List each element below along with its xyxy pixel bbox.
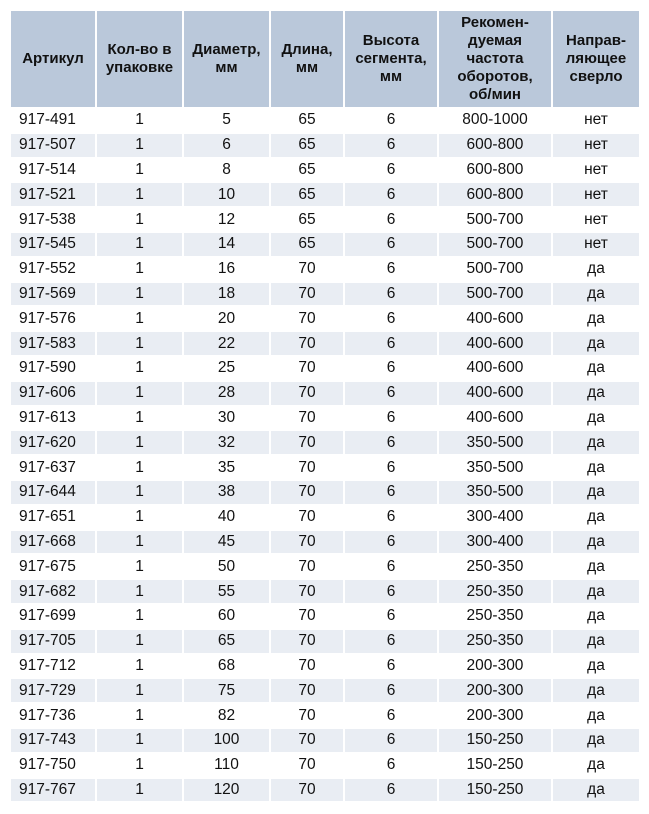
cell-diameter: 120 <box>183 778 270 803</box>
cell-diameter: 14 <box>183 232 270 257</box>
cell-diameter: 16 <box>183 257 270 282</box>
header-rpm-line: Рекомен- <box>461 14 529 31</box>
cell-rpm: 250-350 <box>438 554 552 579</box>
cell-article: 917-668 <box>10 530 96 555</box>
cell-article: 917-644 <box>10 480 96 505</box>
cell-length: 70 <box>270 381 344 406</box>
cell-article: 917-606 <box>10 381 96 406</box>
cell-article: 917-736 <box>10 703 96 728</box>
table-row <box>10 530 640 555</box>
cell-segment-height: 6 <box>344 480 438 505</box>
cell-rpm: 400-600 <box>438 331 552 356</box>
table-body <box>10 108 640 802</box>
cell-segment-height: 6 <box>344 158 438 183</box>
cell-rpm: 300-400 <box>438 530 552 555</box>
cell-length: 70 <box>270 257 344 282</box>
cell-article: 917-682 <box>10 579 96 604</box>
cell-segment-height: 6 <box>344 133 438 158</box>
cell-pack-qty: 1 <box>96 778 183 803</box>
cell-guide-drill: нет <box>552 158 640 183</box>
header-segment-height-line: мм <box>379 68 403 85</box>
cell-segment-height: 6 <box>344 257 438 282</box>
table-row <box>10 232 640 257</box>
header-pack-qty-line: упаковке <box>105 59 174 76</box>
cell-guide-drill: да <box>552 530 640 555</box>
cell-article: 917-514 <box>10 158 96 183</box>
cell-rpm: 150-250 <box>438 778 552 803</box>
cell-rpm: 600-800 <box>438 158 552 183</box>
cell-segment-height: 6 <box>344 579 438 604</box>
cell-segment-height: 6 <box>344 232 438 257</box>
header-segment-height-line: Высота <box>362 32 420 49</box>
cell-guide-drill: да <box>552 257 640 282</box>
cell-article: 917-712 <box>10 654 96 679</box>
cell-pack-qty: 1 <box>96 232 183 257</box>
cell-rpm: 200-300 <box>438 654 552 679</box>
table-row <box>10 381 640 406</box>
cell-diameter: 38 <box>183 480 270 505</box>
cell-rpm: 150-250 <box>438 728 552 753</box>
cell-length: 70 <box>270 455 344 480</box>
cell-rpm: 400-600 <box>438 306 552 331</box>
table-row <box>10 182 640 207</box>
cell-length: 65 <box>270 158 344 183</box>
cell-pack-qty: 1 <box>96 604 183 629</box>
cell-article: 917-507 <box>10 133 96 158</box>
cell-diameter: 22 <box>183 331 270 356</box>
header-row <box>10 10 640 108</box>
header-guide-drill-line: ляющее <box>565 50 627 67</box>
table-row <box>10 282 640 307</box>
drill-spec-table <box>9 9 641 803</box>
cell-segment-height: 6 <box>344 207 438 232</box>
cell-diameter: 32 <box>183 430 270 455</box>
cell-pack-qty: 1 <box>96 480 183 505</box>
cell-segment-height: 6 <box>344 430 438 455</box>
table-row <box>10 455 640 480</box>
table-row <box>10 356 640 381</box>
header-rpm <box>438 10 552 108</box>
table-row <box>10 678 640 703</box>
cell-length: 65 <box>270 182 344 207</box>
cell-diameter: 28 <box>183 381 270 406</box>
header-length <box>270 10 344 108</box>
cell-article: 917-538 <box>10 207 96 232</box>
cell-diameter: 30 <box>183 406 270 431</box>
cell-rpm: 350-500 <box>438 480 552 505</box>
cell-length: 70 <box>270 703 344 728</box>
cell-article: 917-743 <box>10 728 96 753</box>
cell-segment-height: 6 <box>344 182 438 207</box>
cell-pack-qty: 1 <box>96 430 183 455</box>
header-diameter-line: Диаметр, <box>192 41 261 58</box>
cell-rpm: 600-800 <box>438 133 552 158</box>
cell-diameter: 100 <box>183 728 270 753</box>
table-row <box>10 158 640 183</box>
cell-guide-drill: да <box>552 480 640 505</box>
cell-pack-qty: 1 <box>96 629 183 654</box>
cell-segment-height: 6 <box>344 703 438 728</box>
cell-article: 917-705 <box>10 629 96 654</box>
header-pack-qty <box>96 10 183 108</box>
cell-diameter: 35 <box>183 455 270 480</box>
cell-length: 70 <box>270 678 344 703</box>
cell-segment-height: 6 <box>344 728 438 753</box>
cell-length: 65 <box>270 108 344 133</box>
cell-article: 917-699 <box>10 604 96 629</box>
cell-guide-drill: да <box>552 778 640 803</box>
cell-diameter: 55 <box>183 579 270 604</box>
cell-segment-height: 6 <box>344 753 438 778</box>
cell-pack-qty: 1 <box>96 728 183 753</box>
header-length-line: мм <box>295 59 319 76</box>
cell-rpm: 500-700 <box>438 207 552 232</box>
cell-pack-qty: 1 <box>96 306 183 331</box>
cell-guide-drill: нет <box>552 182 640 207</box>
table-row <box>10 480 640 505</box>
cell-rpm: 250-350 <box>438 629 552 654</box>
cell-diameter: 110 <box>183 753 270 778</box>
cell-rpm: 800-1000 <box>438 108 552 133</box>
cell-pack-qty: 1 <box>96 182 183 207</box>
cell-segment-height: 6 <box>344 530 438 555</box>
cell-length: 65 <box>270 133 344 158</box>
cell-segment-height: 6 <box>344 678 438 703</box>
cell-guide-drill: нет <box>552 108 640 133</box>
header-guide-drill-line: Направ- <box>566 32 626 49</box>
table-row <box>10 654 640 679</box>
cell-segment-height: 6 <box>344 331 438 356</box>
cell-rpm: 300-400 <box>438 505 552 530</box>
cell-segment-height: 6 <box>344 306 438 331</box>
header-guide-drill <box>552 10 640 108</box>
table-row <box>10 778 640 803</box>
header-pack-qty-line: Кол-во в <box>107 41 172 58</box>
cell-guide-drill: да <box>552 604 640 629</box>
cell-diameter: 40 <box>183 505 270 530</box>
cell-pack-qty: 1 <box>96 530 183 555</box>
table-row <box>10 629 640 654</box>
cell-article: 917-675 <box>10 554 96 579</box>
cell-segment-height: 6 <box>344 406 438 431</box>
cell-guide-drill: да <box>552 703 640 728</box>
table-row <box>10 406 640 431</box>
cell-guide-drill: нет <box>552 232 640 257</box>
cell-pack-qty: 1 <box>96 654 183 679</box>
cell-length: 70 <box>270 753 344 778</box>
cell-article: 917-491 <box>10 108 96 133</box>
cell-article: 917-569 <box>10 282 96 307</box>
cell-guide-drill: нет <box>552 207 640 232</box>
cell-article: 917-521 <box>10 182 96 207</box>
cell-length: 70 <box>270 554 344 579</box>
cell-segment-height: 6 <box>344 455 438 480</box>
cell-pack-qty: 1 <box>96 207 183 232</box>
cell-length: 70 <box>270 604 344 629</box>
cell-guide-drill: да <box>552 505 640 530</box>
cell-guide-drill: да <box>552 629 640 654</box>
cell-length: 70 <box>270 331 344 356</box>
table-row <box>10 306 640 331</box>
header-rpm-line: частота <box>466 50 524 67</box>
cell-guide-drill: да <box>552 678 640 703</box>
cell-diameter: 65 <box>183 629 270 654</box>
table-row <box>10 133 640 158</box>
cell-pack-qty: 1 <box>96 579 183 604</box>
cell-article: 917-583 <box>10 331 96 356</box>
cell-article: 917-729 <box>10 678 96 703</box>
cell-pack-qty: 1 <box>96 331 183 356</box>
cell-article: 917-613 <box>10 406 96 431</box>
cell-segment-height: 6 <box>344 282 438 307</box>
cell-guide-drill: да <box>552 728 640 753</box>
table-row <box>10 753 640 778</box>
header-rpm-line: оборотов, <box>457 68 533 85</box>
header-segment-height-line: сегмента, <box>355 50 427 67</box>
header-rpm-line: дуемая <box>468 32 522 49</box>
cell-length: 70 <box>270 406 344 431</box>
cell-guide-drill: да <box>552 356 640 381</box>
cell-guide-drill: да <box>552 654 640 679</box>
cell-article: 917-576 <box>10 306 96 331</box>
cell-article: 917-750 <box>10 753 96 778</box>
cell-pack-qty: 1 <box>96 703 183 728</box>
cell-guide-drill: да <box>552 306 640 331</box>
table-row <box>10 728 640 753</box>
cell-diameter: 82 <box>183 703 270 728</box>
cell-pack-qty: 1 <box>96 455 183 480</box>
cell-diameter: 12 <box>183 207 270 232</box>
cell-article: 917-767 <box>10 778 96 803</box>
table-row <box>10 703 640 728</box>
cell-pack-qty: 1 <box>96 356 183 381</box>
cell-length: 65 <box>270 207 344 232</box>
cell-rpm: 600-800 <box>438 182 552 207</box>
header-segment-height <box>344 10 438 108</box>
cell-diameter: 20 <box>183 306 270 331</box>
header-length-line: Длина, <box>281 41 333 58</box>
cell-article: 917-620 <box>10 430 96 455</box>
cell-guide-drill: нет <box>552 133 640 158</box>
cell-diameter: 25 <box>183 356 270 381</box>
cell-pack-qty: 1 <box>96 282 183 307</box>
cell-diameter: 60 <box>183 604 270 629</box>
cell-segment-height: 6 <box>344 505 438 530</box>
header-rpm-line: об/мин <box>469 86 521 103</box>
cell-length: 70 <box>270 728 344 753</box>
table-row <box>10 108 640 133</box>
cell-rpm: 500-700 <box>438 232 552 257</box>
cell-diameter: 50 <box>183 554 270 579</box>
cell-length: 70 <box>270 356 344 381</box>
cell-diameter: 5 <box>183 108 270 133</box>
cell-pack-qty: 1 <box>96 406 183 431</box>
cell-rpm: 200-300 <box>438 678 552 703</box>
header-diameter <box>183 10 270 108</box>
cell-pack-qty: 1 <box>96 678 183 703</box>
cell-length: 70 <box>270 430 344 455</box>
cell-segment-height: 6 <box>344 356 438 381</box>
cell-rpm: 350-500 <box>438 455 552 480</box>
cell-pack-qty: 1 <box>96 753 183 778</box>
cell-rpm: 250-350 <box>438 579 552 604</box>
cell-segment-height: 6 <box>344 108 438 133</box>
cell-article: 917-637 <box>10 455 96 480</box>
cell-segment-height: 6 <box>344 381 438 406</box>
cell-length: 70 <box>270 480 344 505</box>
cell-diameter: 45 <box>183 530 270 555</box>
cell-pack-qty: 1 <box>96 554 183 579</box>
table-row <box>10 257 640 282</box>
cell-rpm: 400-600 <box>438 406 552 431</box>
cell-guide-drill: да <box>552 430 640 455</box>
table-row <box>10 430 640 455</box>
header-article-line: Артикул <box>22 50 84 67</box>
cell-guide-drill: да <box>552 406 640 431</box>
cell-length: 65 <box>270 232 344 257</box>
cell-pack-qty: 1 <box>96 158 183 183</box>
cell-rpm: 350-500 <box>438 430 552 455</box>
cell-rpm: 150-250 <box>438 753 552 778</box>
cell-guide-drill: да <box>552 554 640 579</box>
cell-length: 70 <box>270 778 344 803</box>
cell-segment-height: 6 <box>344 604 438 629</box>
table-header <box>10 10 640 108</box>
cell-diameter: 18 <box>183 282 270 307</box>
cell-article: 917-545 <box>10 232 96 257</box>
cell-diameter: 8 <box>183 158 270 183</box>
cell-segment-height: 6 <box>344 778 438 803</box>
cell-length: 70 <box>270 306 344 331</box>
cell-rpm: 400-600 <box>438 381 552 406</box>
cell-length: 70 <box>270 505 344 530</box>
cell-guide-drill: да <box>552 331 640 356</box>
cell-length: 70 <box>270 654 344 679</box>
table-row <box>10 554 640 579</box>
cell-pack-qty: 1 <box>96 381 183 406</box>
table-row <box>10 505 640 530</box>
cell-guide-drill: да <box>552 381 640 406</box>
table-row <box>10 604 640 629</box>
table-row <box>10 579 640 604</box>
cell-diameter: 68 <box>183 654 270 679</box>
cell-diameter: 6 <box>183 133 270 158</box>
cell-length: 70 <box>270 282 344 307</box>
spec-table-container <box>9 9 639 803</box>
cell-length: 70 <box>270 530 344 555</box>
cell-article: 917-552 <box>10 257 96 282</box>
cell-guide-drill: да <box>552 579 640 604</box>
cell-diameter: 75 <box>183 678 270 703</box>
cell-rpm: 500-700 <box>438 282 552 307</box>
cell-segment-height: 6 <box>344 629 438 654</box>
header-diameter-line: мм <box>215 59 238 76</box>
cell-segment-height: 6 <box>344 654 438 679</box>
cell-guide-drill: да <box>552 282 640 307</box>
cell-length: 70 <box>270 629 344 654</box>
table-row <box>10 207 640 232</box>
cell-rpm: 250-350 <box>438 604 552 629</box>
cell-length: 70 <box>270 579 344 604</box>
cell-rpm: 400-600 <box>438 356 552 381</box>
cell-pack-qty: 1 <box>96 133 183 158</box>
cell-article: 917-651 <box>10 505 96 530</box>
cell-diameter: 10 <box>183 182 270 207</box>
cell-segment-height: 6 <box>344 554 438 579</box>
cell-guide-drill: да <box>552 753 640 778</box>
cell-guide-drill: да <box>552 455 640 480</box>
header-guide-drill-line: сверло <box>569 68 623 85</box>
cell-article: 917-590 <box>10 356 96 381</box>
cell-rpm: 500-700 <box>438 257 552 282</box>
table-row <box>10 331 640 356</box>
cell-pack-qty: 1 <box>96 108 183 133</box>
cell-pack-qty: 1 <box>96 257 183 282</box>
cell-pack-qty: 1 <box>96 505 183 530</box>
cell-rpm: 200-300 <box>438 703 552 728</box>
header-article <box>10 10 96 108</box>
